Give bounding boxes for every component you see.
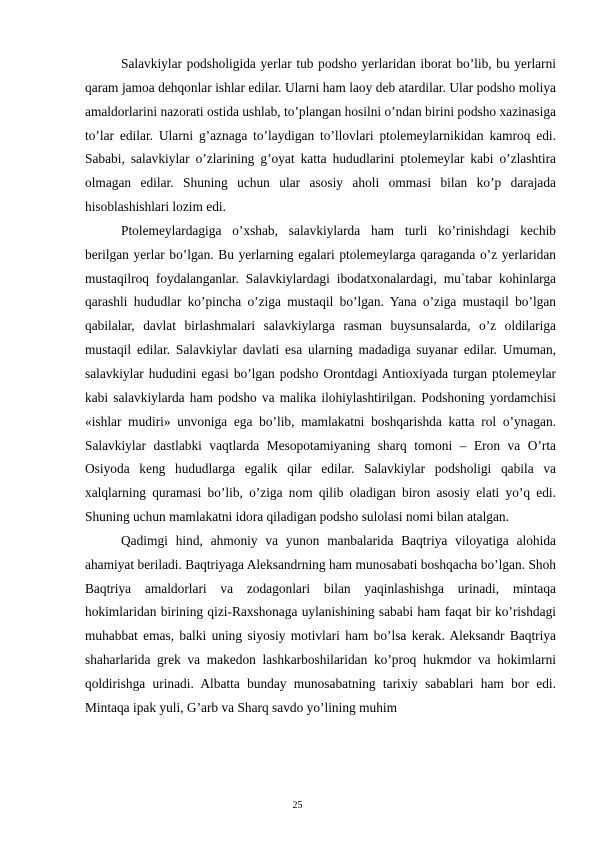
paragraph-1: Salavkiylar podsholigida yerlar tub podsho yerlaridan iborat bo’lib, bu yerlarni qaram jamoa dehqonlar ishlar edilar. Ularni ham laoy deb atardilar. Ular podsho moliya amaldorlarini nazorati ostida ushlab, to’plangan hosilni o’ndan birini podsho xazinasiga to’lar edilar. Ularni g’aznaga to’laydigan to’llovlari ptolemeylarnikidan kamroq edi. Sababi, salavkiylar o’zlarining g’oyat katta hududlarini ptolemeylar kabi o’zlashtira olmagan edilar. Shuning uchun ular asosiy aholi ommasi bilan ko’p darajada hisoblashishlari lozim edi. — [85, 56, 556, 215]
paragraph-3: Qadimgi hind, ahmoniy va yunon manbalarida Baqtriya viloyatiga alohida ahamiyat beriladi. Baqtriyaga Aleksandrning ham munosabati boshqacha bo’lgan. Shoh Baqtriya amaldorlari va zodagonlari bilan yaqinlashishga urinadi, mintaqa hokimlaridan birining qizi-Raxshonaga uylanishining sababi ham faqat bir ko’rishdagi muhabbat emas, balki uning siyosiy motivlari ham bo’lsa kerak. Aleksandr Baqtriya shaharlarida grek va makedon lashkarboshilaridan ko’proq hukmdor va hokimlarni qoldirishga urinadi. Albatta bunday munosabatning tarixiy sabablari ham bor edi. Mintaqa ipak yuli, G’arb va Sharq savdo yo’lining muhim — [85, 532, 556, 715]
page-number: 25 — [292, 800, 303, 811]
paragraph-2: Ptolemeylardagiga o’xshab, salavkiylarda ham turli ko’rinishdagi kechib berilgan yerlar bo’lgan. Bu yerlarning egalari ptolemeylarga qaraganda o’z yerlaridan mustaqilroq foydalanganlar. Salavkiylardagi ibodatxonalardagi, mu`tabar kohinlarga qarashli hududlar ko’pincha o’ziga mustaqil bo’lgan. Yana o’ziga mustaqil bo’lgan qabilalar, davlat birlashmalari salavkiylarga rasman buysunsalarda, o’z oldilariga mustaqil edilar. Salavkiylar davlati esa ularning madadiga suyanar edilar. Umuman, salavkiylar hududini egasi bo’lgan podsho Orontdagi Antioxiyada turgan ptolemeylar kabi salavkiylarda ham podsho va malika ilohiylashtirilgan. Podshoning yordamchisi «ishlar mudiri» unvoniga ega bo’lib, mamlakatni boshqarishda katta rol o’ynagan. Salavkiylar dastlabki vaqtlarda Mesopotamiyaning sharq tomoni – Eron va O’rta Osiyoda keng hududlarga egalik qilar edilar. Salavkiylar podsholigi qabila va xalqlarning quramasi bo’lib, o’ziga nom qilib oladigan biron asosiy elati yo’q edi. Shuning uchun mamlakatni idora qiladigan podsho sulolasi nomi bilan atalgan. — [85, 222, 556, 525]
body-text — [85, 52, 556, 720]
